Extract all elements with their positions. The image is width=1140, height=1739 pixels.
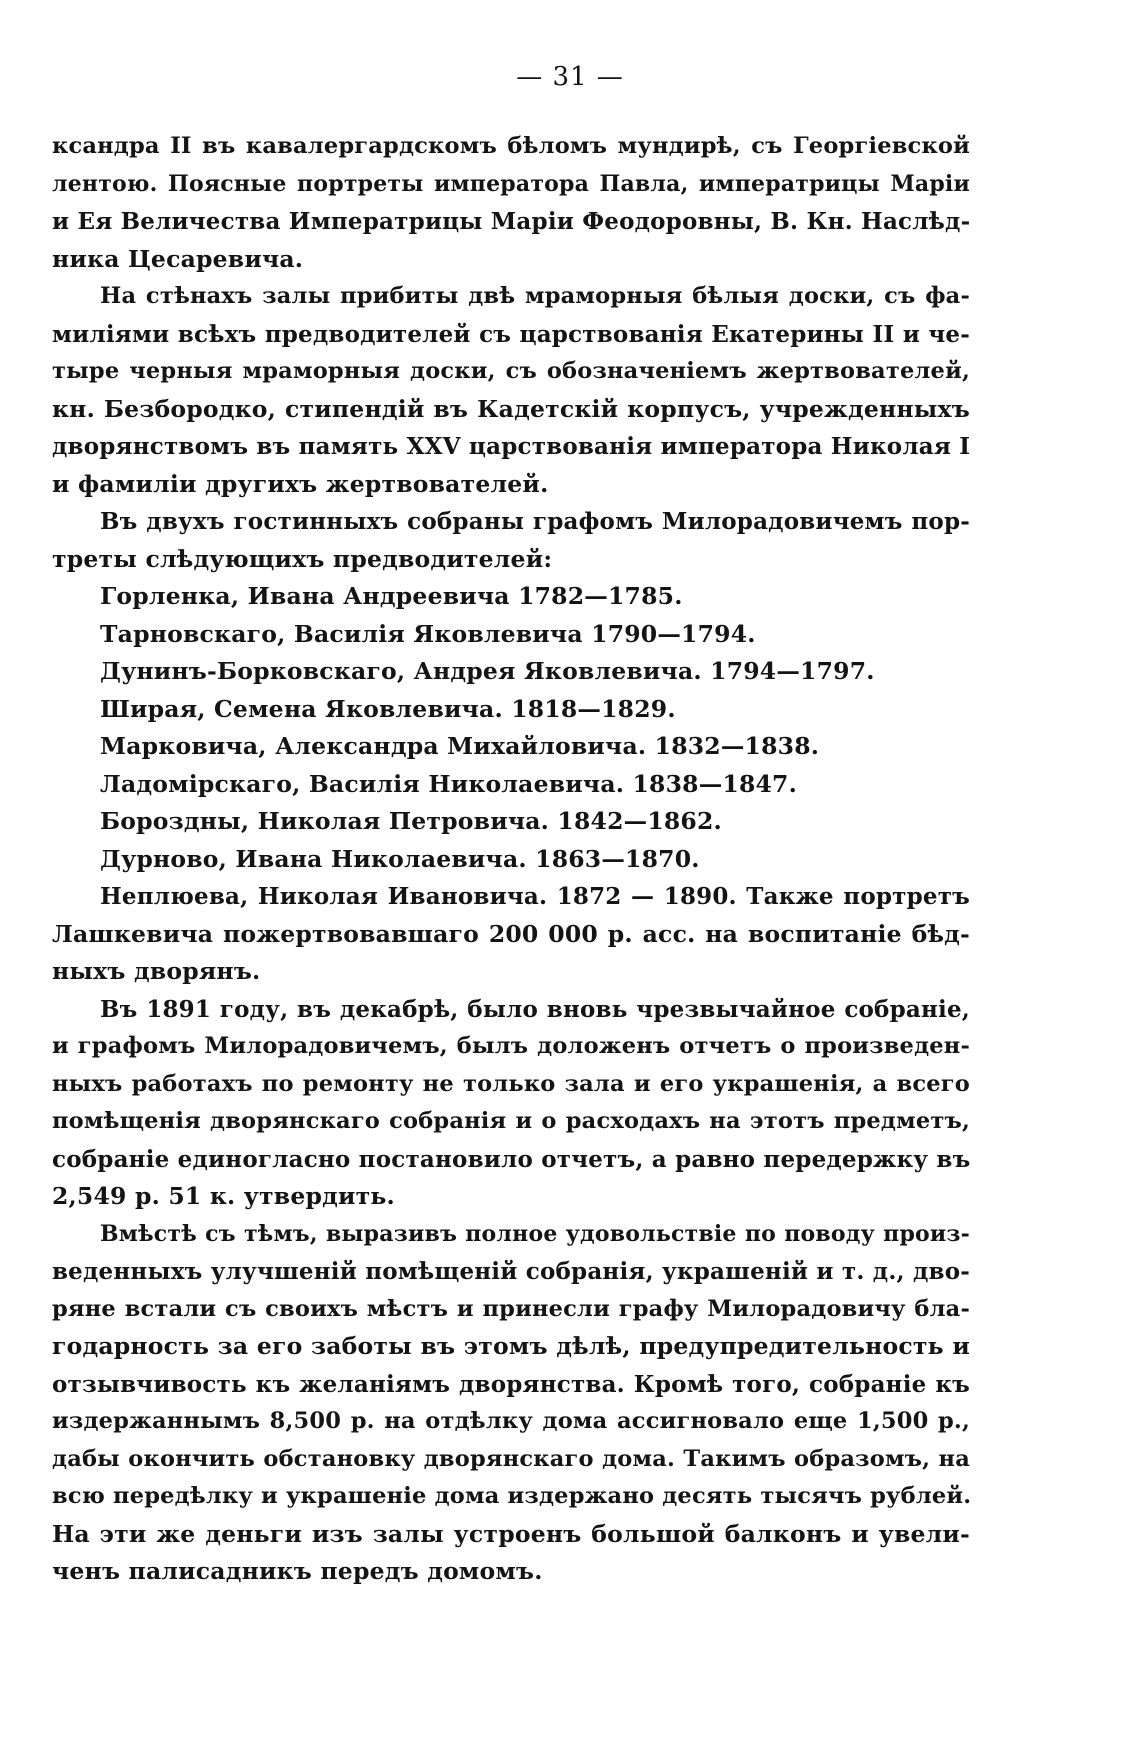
text-line: Въ 1891 году, въ декабрѣ, было вновь чрезвычайное собраніе, <box>100 995 970 1023</box>
text-line: Дунинъ-Борковскаго, Андрея Яковлевича. 1794—1797. <box>100 657 875 685</box>
text-line: издержаннымъ 8,500 р. на отдѣлку дома ассигновало еще 1,500 р., <box>52 1408 970 1434</box>
text-line: Ширая, Семена Яковлевича. 1818—1829. <box>100 694 676 723</box>
text-line: отзывчивость къ желаніямъ дворянства. Кромѣ того, собраніе къ <box>52 1370 970 1398</box>
text-line: и Ея Величества Императрицы Маріи Феодоровны, В. Кн. Наслѣд- <box>52 208 971 235</box>
text-line: кн. Безбородко, стипендій въ Кадетскій корпусъ, учрежденныхъ <box>52 394 970 423</box>
text-line: собраніе единогласно постановило отчетъ, а равно передержку въ <box>52 1145 971 1173</box>
text-line: Неплюева, Николая Ивановича. 1872 — 1890. Также портретъ <box>100 883 970 910</box>
text-line: Марковича, Александра Михайловича. 1832—1838. <box>100 732 820 760</box>
text-line: Ладомірскаго, Василія Николаевича. 1838—1847. <box>100 769 797 798</box>
text-line: Лашкевича пожертвовавшаго 200 000 р. асс. на воспитаніе бѣд- <box>52 919 970 948</box>
text-line: и графомъ Милорадовичемъ, былъ доложенъ отчетъ о произведен- <box>52 1033 970 1059</box>
text-line: треты слѣдующихъ предводителей: <box>52 544 553 573</box>
body-text <box>52 128 970 1591</box>
text-line: лентою. Поясные портреты императора Павла, императрицы Маріи <box>52 170 970 197</box>
text-line: ныхъ дворянъ. <box>52 957 261 985</box>
text-line: ряне встали съ своихъ мѣстъ и принесли графу Милорадовичу бла- <box>52 1295 970 1322</box>
text-line: На стѣнахъ залы прибиты двѣ мраморныя бѣлыя доски, съ фа- <box>100 283 970 309</box>
text-line: ченъ палисадникъ передъ домомъ. <box>52 1557 543 1585</box>
text-line: ксандра II въ кавалергардскомъ бѣломъ мундирѣ, съ Георгіевской <box>52 133 970 159</box>
text-line: всю передѣлку и украшеніе дома издержано десять тысячъ рублей. <box>52 1483 972 1509</box>
text-line: Вмѣстѣ съ тѣмъ, выразивъ полное удовольствіе по поводу произ- <box>100 1220 970 1247</box>
text-line: дворянствомъ въ память XXV царствованія императора Николая I <box>52 433 971 460</box>
text-line: миліями всѣхъ предводителей съ царствованія Екатерины II и че- <box>52 320 970 348</box>
text-line: Дурново, Ивана Николаевича. 1863—1870. <box>100 844 700 873</box>
text-line: дабы окончить обстановку дворянскаго дома. Такимъ образомъ, на <box>52 1445 970 1472</box>
page-number: — 31 — <box>516 62 624 92</box>
text-line: помѣщенія дворянскаго собранія и о расходахъ на этотъ предметъ, <box>52 1108 970 1134</box>
text-line: и фамиліи другихъ жертвователей. <box>52 469 549 498</box>
text-line: Въ двухъ гостинныхъ собраны графомъ Милорадовичемъ пор- <box>100 508 970 535</box>
text-line: На эти же деньги изъ залы устроенъ большой балконъ и увели- <box>52 1519 970 1548</box>
text-line: ныхъ работахъ по ремонту не только зала и его украшенія, а всего <box>52 1070 970 1097</box>
text-line: годарность за его заботы въ этомъ дѣлѣ, предупредительность и <box>52 1332 970 1360</box>
text-line: тыре черныя мраморныя доски, съ обозначеніемъ жертвователей, <box>52 358 970 384</box>
text-line: 2,549 р. 51 к. утвердить. <box>52 1182 395 1210</box>
text-line: Тарновскаго, Василія Яковлевича 1790—1794. <box>100 619 756 648</box>
text-line: Бороздны, Николая Петровича. 1842—1862. <box>100 807 722 835</box>
text-line: ника Цесаревича. <box>52 244 304 273</box>
text-line: Горленка, Ивана Андреевича 1782—1785. <box>100 582 683 610</box>
text-line: веденныхъ улучшеній помѣщеній собранія, украшеній и т. д., дво- <box>52 1258 970 1285</box>
